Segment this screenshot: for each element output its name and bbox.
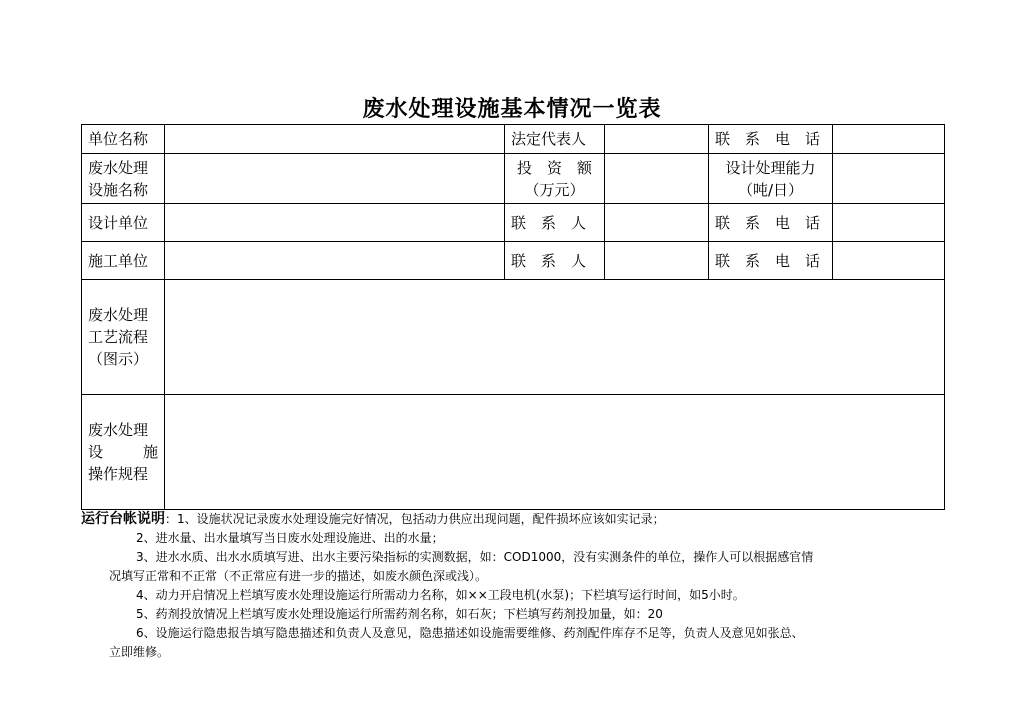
operating-rules-label [82,395,165,510]
unit-name-value[interactable] [165,125,505,154]
investment-line2: （万元） [524,180,585,199]
construction-contact-value[interactable] [605,242,709,280]
rules-line3: 操作规程 [88,465,149,483]
legal-rep-value[interactable] [605,125,709,154]
construction-phone-value[interactable] [833,242,945,280]
page-title: 废水处理设施基本情况一览表 [362,96,662,122]
rules-line2-b: 施 [142,443,158,461]
facility-name-value[interactable] [165,154,505,204]
rules-line2 [88,441,158,463]
design-unit-label: 设计单位 [82,204,165,242]
ledger-notes [81,510,949,662]
construction-unit-label: 施工单位 [82,242,165,280]
note-1: ：1、设施状况记录废水处理设施完好情况，包括动力供应出现问题，配件损坏应该如实记录； [165,512,665,526]
note-4: 4、动力开启情况上栏填写废水处理设施运行所需动力名称，如××工段电机(水泵)；下栏填写运行时间，如5小时。 [136,588,745,602]
notes-heading: 运行台帐说明 [81,511,165,527]
construction-contact-label: 联 系 人 [505,242,605,280]
phone-label: 联 系 电 话 [709,125,833,154]
capacity-label [709,154,833,204]
design-phone-label: 联 系 电 话 [709,204,833,242]
design-unit-value[interactable] [165,204,505,242]
note-6-cont: 立即维修。 [109,645,170,659]
unit-name-label: 单位名称 [82,125,165,154]
note-line [81,510,949,529]
construction-unit-value[interactable] [165,242,505,280]
design-contact-value[interactable] [605,204,709,242]
table-row [82,204,945,242]
facility-name-line1: 废水处理 [88,158,149,177]
table-row [82,280,945,395]
rules-line2-a: 设 [88,443,104,461]
process-flow-label [82,280,165,395]
capacity-value[interactable] [833,154,945,204]
design-contact-label: 联 系 人 [505,204,605,242]
process-line3: （图示） [88,350,149,368]
process-flow-value[interactable] [165,280,945,395]
note-3-cont: 况填写正常和不正常（不正常应有进一步的描述，如废水颜色深或浅）。 [109,569,488,583]
operating-rules-value[interactable] [165,395,945,510]
table-row [82,242,945,280]
phone-value[interactable] [833,125,945,154]
facility-name-line2: 设施名称 [88,180,149,199]
note-5: 5、药剂投放情况上栏填写废水处理设施运行所需药剂名称，如石灰；下栏填写药剂投加量，如：20 [136,607,663,621]
process-line1: 废水处理 [88,306,149,324]
investment-value[interactable] [605,154,709,204]
note-6: 6、设施运行隐患报告填写隐患描述和负责人及意见，隐患描述如设施需要维修、药剂配件库存不足等，负责人及意见如张总、 [136,626,804,640]
investment-label [505,154,605,204]
facility-name-label [82,154,165,204]
table-row [82,125,945,154]
process-line2: 工艺流程 [88,328,149,346]
capacity-line2: （吨/日） [737,180,804,199]
facility-info-table [81,124,945,510]
rules-line1: 废水处理 [88,421,149,439]
construction-phone-label: 联 系 电 话 [709,242,833,280]
investment-line1: 投 资 额 [516,158,592,177]
capacity-line1: 设计处理能力 [725,158,816,177]
legal-rep-label: 法定代表人 [505,125,605,154]
note-3: 3、进水水质、出水水质填写进、出水主要污染指标的实测数据，如：COD1000，没有实测条件的单位，操作人可以根据感官情 [136,550,814,564]
table-row [82,154,945,204]
design-phone-value[interactable] [833,204,945,242]
note-2: 2、进水量、出水量填写当日废水处理设施进、出的水量； [136,531,444,545]
table-row [82,395,945,510]
